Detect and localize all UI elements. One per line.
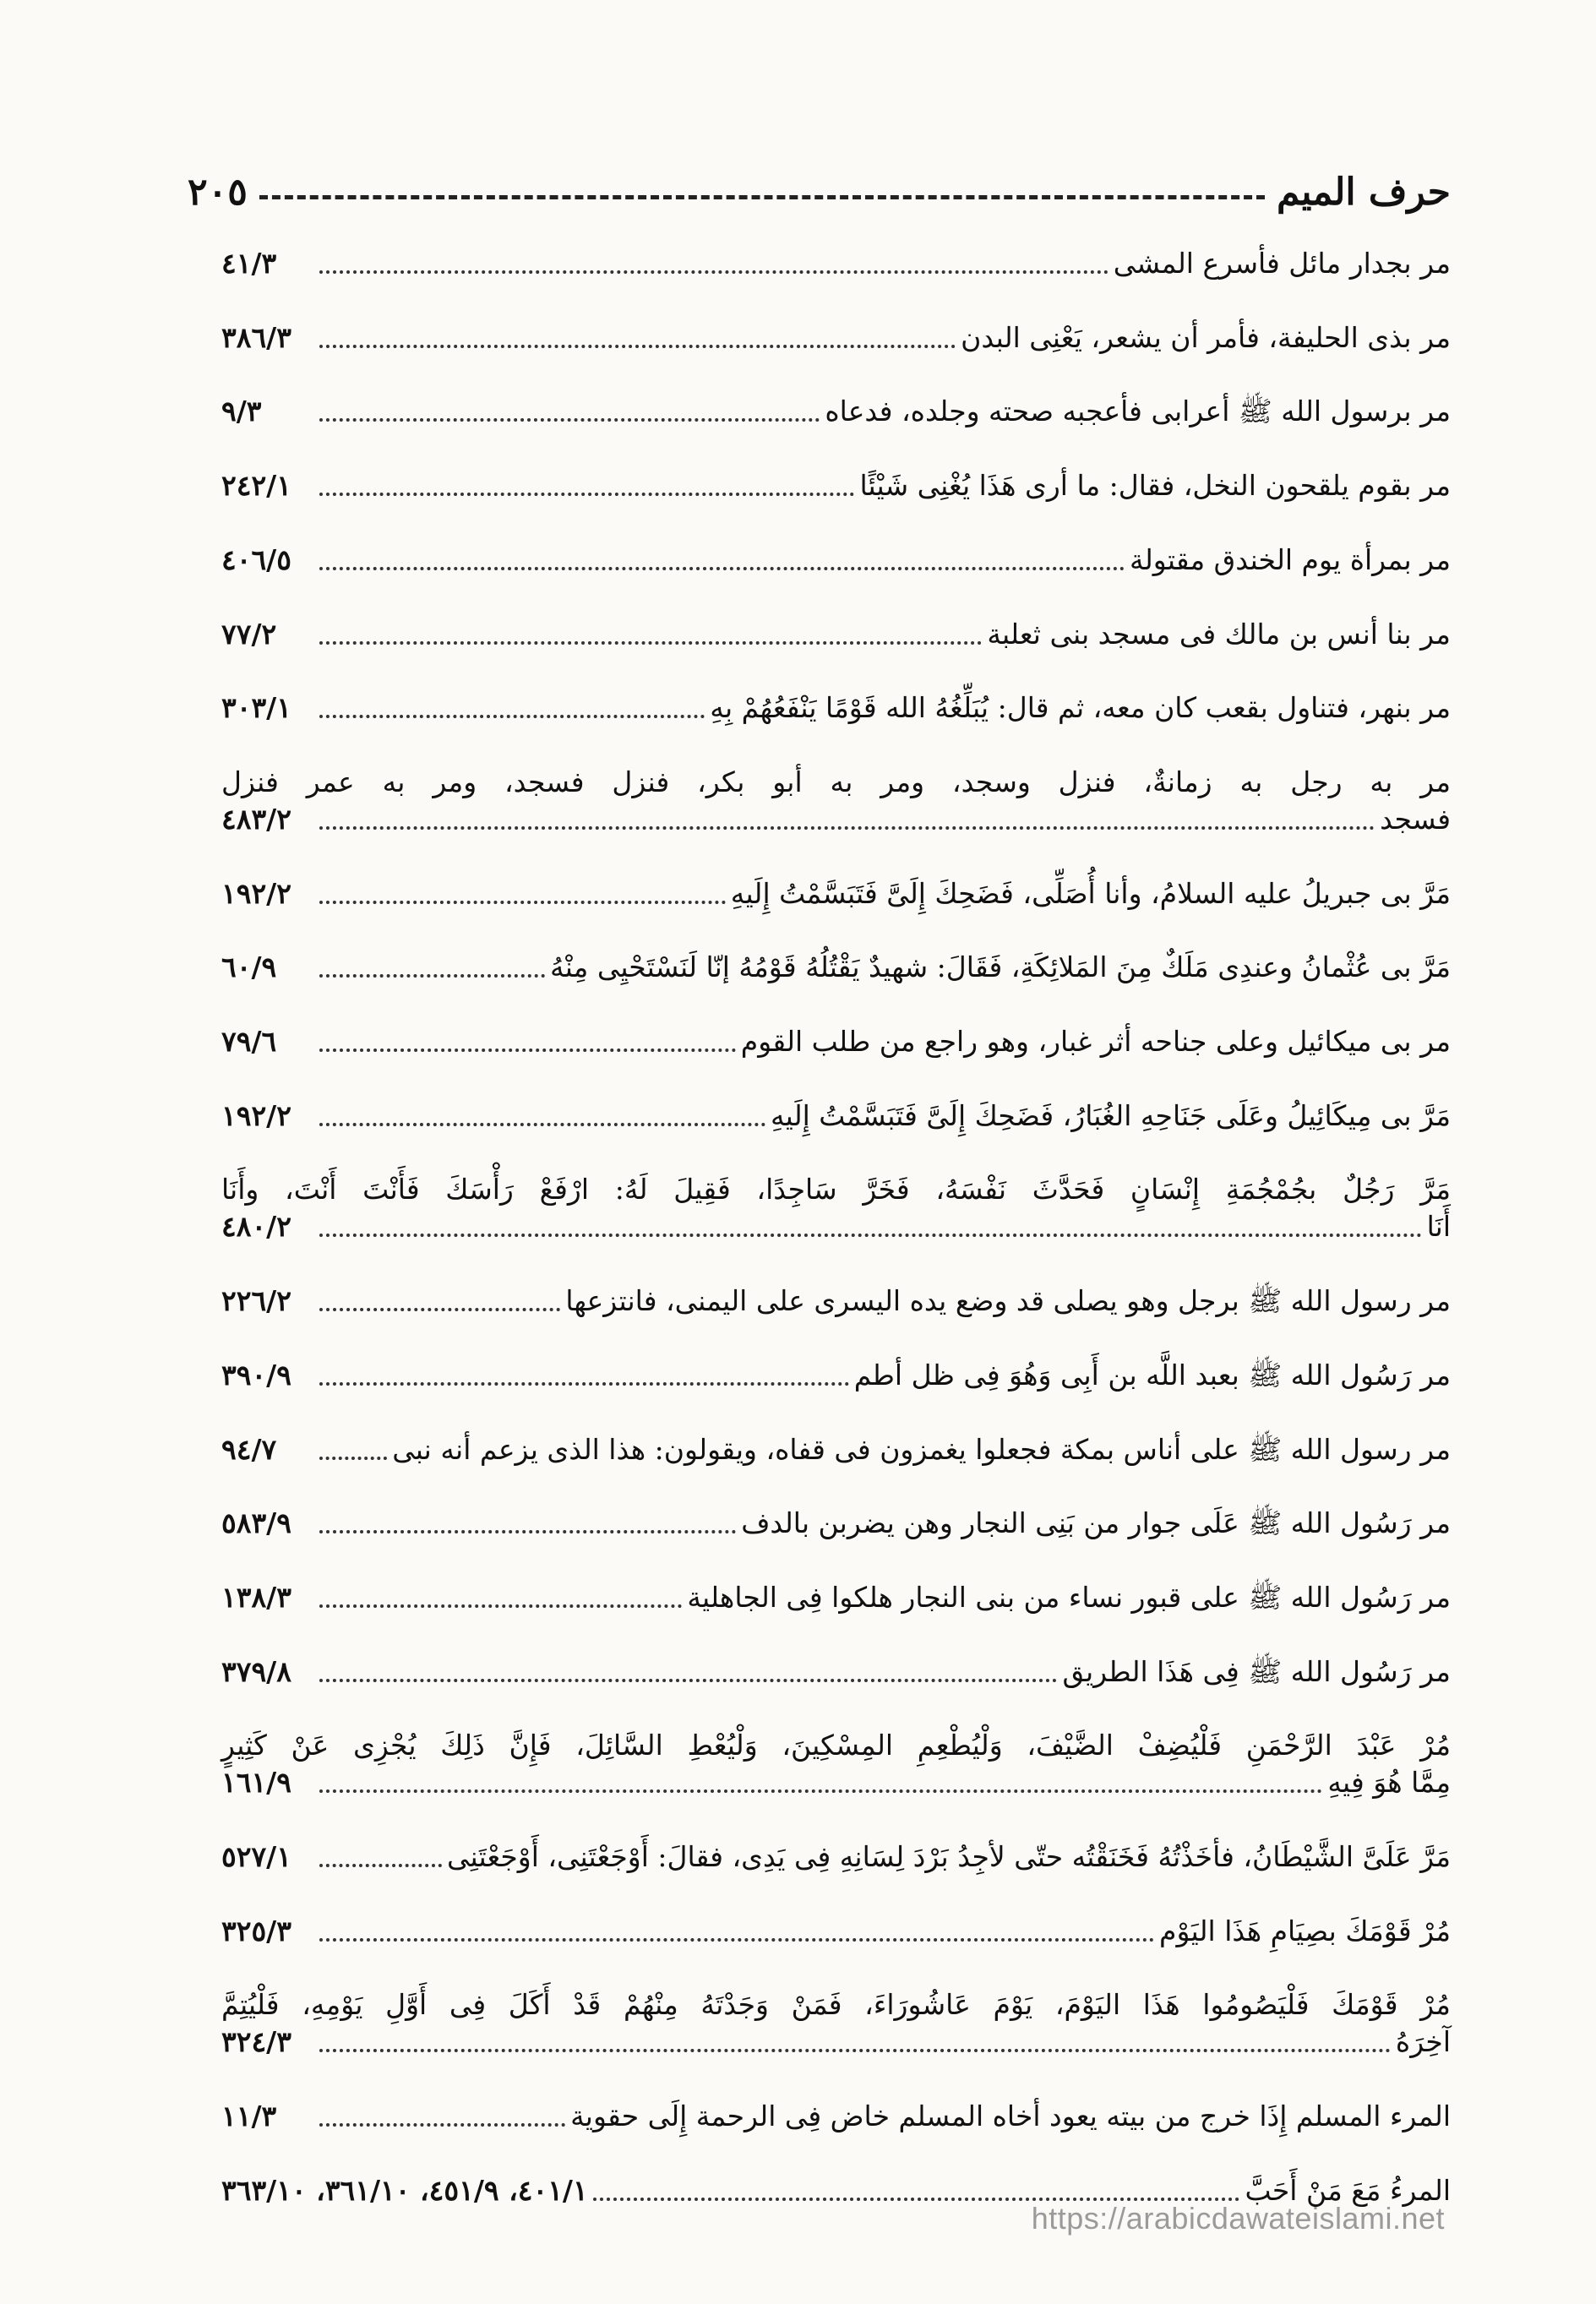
index-entry [221,1023,1451,1060]
entry-text: مر بمرأة يوم الخندق مقتولة [1130,542,1451,576]
entry-text-line: مَرَّ رَجُلٌ بجُمْجُمَةِ إِنْسَانٍ فَحَدَّثَ نَفْسَهُ، فَخَرَّ سَاجِدًا، فَقِيلَ لَهُ: ارْفَعْ رَأْسَكَ فَأَنْتَ أَنْتَ، وأَنَا [221,1173,1451,1206]
entry-reference: ٥٨٣/٩ [221,1506,291,1540]
entry-text: مَرَّ بى عُثْمانُ وعندِى مَلَكٌ مِنَ المَلائِكَةِ، فَقَالَ: شهيدٌ يَقْتُلُهُ قَوْمُهُ إنّا لَنَسْتَحْيِى مِنْهُ [550,950,1451,984]
dot-leader [319,826,1375,830]
entry-row [221,875,1451,912]
dot-leader [319,1604,682,1608]
dot-leader [319,715,705,718]
entry-reference: ٩٤/٧ [221,1432,277,1466]
index-entry [221,875,1451,912]
page-header [188,152,1451,214]
entry-reference: ٦٠/٩ [221,950,277,984]
dot-leader [319,567,1125,570]
index-entry [221,2098,1451,2135]
running-head: حرف الميم [1276,171,1451,214]
index-entry [221,1913,1451,1950]
entry-reference: ٣٠٣/١ [221,691,291,725]
dot-leader [319,1382,849,1386]
entry-reference: ٤٨٣/٢ [221,802,291,836]
entry-text: آخِرَهُ [1395,2025,1451,2059]
dot-leader [319,1049,736,1052]
entry-reference: ٧٩/٦ [221,1025,277,1059]
entry-text: مر رَسُول الله ﷺ فِى هَذَا الطريق [1062,1654,1451,1688]
index-entry [221,1986,1451,2061]
entry-reference: ٣٩٠/٩ [221,1358,291,1392]
index-entry [221,319,1451,357]
entry-reference: ٩/٣ [221,395,262,428]
entry-text: مَرَّ بى جبريلُ عليه السلامُ، وأنا أُصَلِّى، فَضَحِكَ إِلَىَّ فَتَبَسَّمْتُ إِلَيهِ [730,876,1451,910]
entry-reference: ٥٢٧/١ [221,1840,291,1874]
entry-text-line: مر به رجل به زمانةٌ، فنزل وسجد، ومر به أبو بكر، فنزل فسجد، ومر به عمر فنزل [221,765,1451,798]
entry-text: مر بنهر، فتناول بقعب كان معه، ثم قال: يُبَلِّغُهُ الله قَوْمًا يَنْفَعُهُمْ بِهِ [710,691,1451,725]
entry-reference: ١١/٣ [221,2100,277,2133]
entry-row [221,245,1451,282]
entry-text: مر بنا أنس بن مالك فى مسجد بنى ثعلبة [987,617,1451,651]
entry-text: مر رَسُول الله ﷺ بعبد اللَّه بن أَبِى وَهُوَ فِى ظل أطم [853,1358,1451,1392]
entry-row [221,2098,1451,2135]
dot-leader [319,1530,736,1533]
dot-leader [319,345,956,348]
entry-text: مر بقوم يلقحون النخل، فقال: ما أرى هَذَا يُغْنِى شَيْئًا [859,469,1451,503]
dot-leader [319,1234,1422,1237]
entry-text: أَنَا [1426,1210,1451,1244]
entry-reference: ٢٤٢/١ [221,469,291,503]
entry-row [221,1913,1451,1950]
entry-text: مر بى ميكائيل وعلى جناحه أثر غبار، وهو راجع من طلب القوم [740,1025,1451,1059]
dot-leader [319,1938,1154,1942]
index-entry [221,1505,1451,1542]
entry-text: مر رسول الله ﷺ برجل وهو يصلى قد وضع يده اليسرى على اليمنى، فانتزعها [565,1284,1451,1318]
index-entry [221,542,1451,579]
entry-reference: ٣٧٩/٨ [221,1654,291,1688]
index-entry [221,1171,1451,1245]
dot-leader [319,901,726,904]
entry-reference: ٤١/٣ [221,247,277,280]
dot-leader [319,974,545,978]
entry-row [221,393,1451,430]
entry-reference: ١٣٨/٣ [221,1580,291,1614]
entry-row [221,1283,1451,1320]
entry-row [221,1357,1451,1394]
index-entry [221,1727,1451,1801]
dot-leader [319,2123,565,2127]
entry-text: مُرْ قَوْمَكَ بصِيَامِ هَذَا اليَوْم [1159,1914,1451,1947]
index-entry [221,616,1451,653]
entry-row [221,1431,1451,1468]
index-entry [221,1431,1451,1468]
entry-reference: ٧٧/٢ [221,617,277,651]
entry-reference: ٤٨٠/٢ [221,1210,291,1244]
index-entry [221,393,1451,430]
dot-leader [319,1864,442,1867]
page-number: ٢٠٥ [188,171,248,214]
entry-row [221,1838,1451,1876]
dot-leader [319,493,854,496]
entry-text: مَرَّ بى مِيكَائِيلُ وعَلَى جَنَاحِهِ الغُبَارُ، فَضَحِكَ إِلَىَّ فَتَبَسَّمْتُ إِلَيهِ [770,1098,1451,1132]
entry-row [221,1208,1451,1245]
index-entry [221,949,1451,986]
entry-reference: ٢٢٦/٢ [221,1284,291,1318]
entry-row [221,319,1451,357]
dot-leader [319,1308,560,1311]
index-entry [221,689,1451,727]
entry-text: المرءُ مَعَ مَنْ أَحَبَّ [1245,2173,1451,2207]
index-entry [221,1283,1451,1320]
entry-row [221,1098,1451,1135]
dot-leader [319,270,1108,274]
watermark: https://arabicdawateislami.net [1031,2201,1445,2236]
entry-text: مر بجدار مائل فأسرع المشى [1113,247,1451,280]
index-entry [221,1838,1451,1876]
index-entry [221,467,1451,504]
entry-row [221,1505,1451,1542]
entry-reference: ١٩٢/٢ [221,876,291,910]
entry-reference: ٣٨٦/٣ [221,320,291,354]
entry-text: مر بذى الحليفة، فأمر أن يشعر، يَعْنِى البدن [961,320,1451,354]
entry-reference: ١٦١/٩ [221,1766,291,1800]
index-entry [221,1098,1451,1135]
entry-reference: ٣٢٥/٣ [221,1914,291,1947]
hadith-index-list [221,245,1451,2209]
dot-leader [319,1679,1057,1682]
entry-text: مر رَسُول الله ﷺ على قبور نساء من بنى النجار هلكوا فِى الجاهلية [687,1580,1451,1614]
entry-row [221,616,1451,653]
entry-text: المرء المسلم إِذَا خرج من بيته يعود أخاه المسلم خاض فِى الرحمة إِلَى حقوية [570,2100,1451,2133]
dot-leader [319,1123,765,1126]
entry-row [221,1579,1451,1616]
dot-leader [319,1789,1322,1793]
dot-leader [319,641,982,645]
entry-row [221,689,1451,727]
entry-row [221,801,1451,838]
entry-text: مر رسول الله ﷺ على أناس بمكة فجعلوا يغمزون فى قفاه، ويقولون: هذا الذى يزعم أنه نبى [392,1432,1451,1466]
entry-row [221,1023,1451,1060]
entry-row [221,1764,1451,1801]
entry-row [221,949,1451,986]
entry-row [221,2023,1451,2061]
entry-text-line: مُرْ قَوْمَكَ فَلْيَصُومُوا هَذَا اليَوْمَ، يَوْمَ عَاشُورَاءَ، فَمَنْ وَجَدْتَهُ مِنْهُمْ قَدْ أَكَلَ فِى أَوَّلِ يَوْمِهِ، فَلْيُتِمَّ [221,1988,1451,2022]
entry-text: فسجد [1380,802,1451,836]
index-entry [221,764,1451,838]
dot-leader [319,1457,387,1460]
entry-reference: ٤٠١/١، ٤٥١/٩، ٣٦١/١٠، ٣٦٣/١٠ [221,2173,588,2207]
entry-text: مر برسول الله ﷺ أعرابى فأعجبه صحته وجلده، فدعاه [825,395,1451,428]
entry-reference: ٣٢٤/٣ [221,2025,291,2059]
index-entry [221,245,1451,282]
entry-text: مر رَسُول الله ﷺ عَلَى جوار من بَنِى النجار وهن يضربن بالدف [741,1506,1451,1540]
index-entry [221,1357,1451,1394]
entry-reference: ٤٠٦/٥ [221,542,291,576]
entry-text-line: مُرْ عَبْدَ الرَّحْمَنِ فَلْيُضِفْ الضَّيْفَ، وَلْيُطْعِمِ المِسْكِينَ، وَلْيُعْطِ السَّائِلَ، فَإِنَّ ذَلِكَ يُجْزِى عَنْ كَثِيرٍ [221,1729,1451,1762]
entry-row [221,1653,1451,1691]
entry-text: مَرَّ عَلَىَّ الشَّيْطَانُ، فأخَذْتُهُ فَخَنَقْتُه حتّى لأجِدُ بَرْدَ لِسَانِهِ فِى يَدِى، فقالَ: أَوْجَعْتَنِى، أَوْجَعْتَنِى [447,1840,1451,1874]
entry-row [221,542,1451,579]
index-entry [221,1653,1451,1691]
entry-text: مِمَّا هُوَ فِيهِ [1327,1766,1451,1800]
entry-row [221,467,1451,504]
index-entry [221,1579,1451,1616]
entry-reference: ١٩٢/٢ [221,1098,291,1132]
header-rule [259,195,1265,199]
dot-leader [319,418,820,422]
dot-leader [319,2049,1391,2052]
